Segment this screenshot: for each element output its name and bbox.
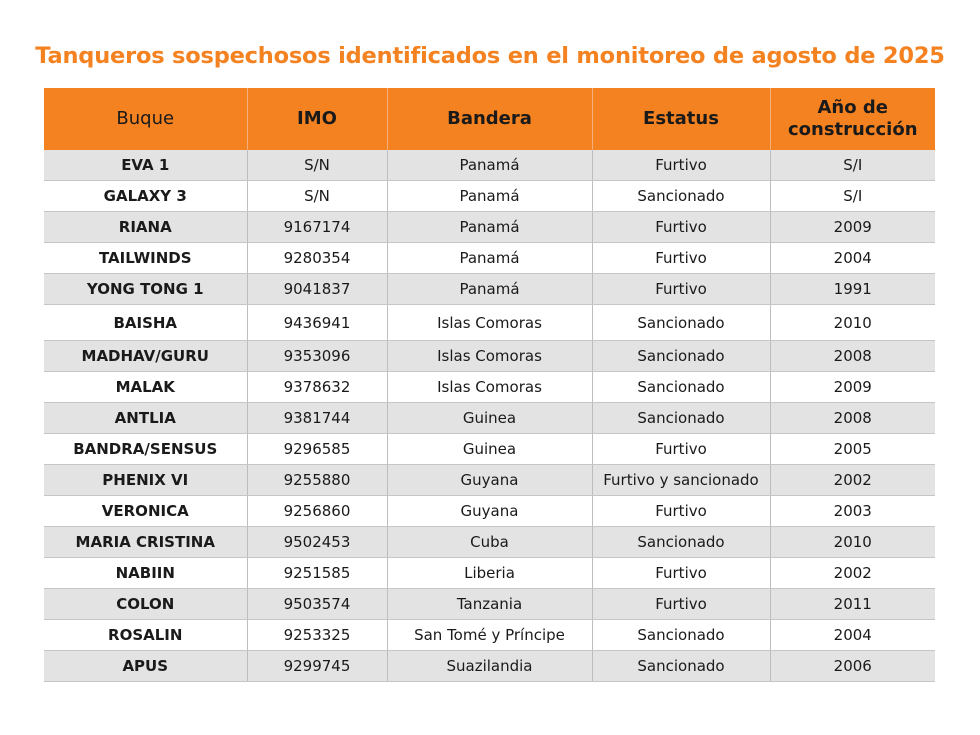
cell-ano: 2011 (770, 589, 935, 620)
table-body (44, 150, 935, 682)
cell-bandera: Islas Comoras (387, 341, 592, 372)
cell-estatus: Sancionado (592, 372, 770, 403)
cell-estatus: Furtivo (592, 496, 770, 527)
cell-bandera: Panamá (387, 212, 592, 243)
cell-estatus: Sancionado (592, 305, 770, 341)
cell-ano: 2002 (770, 558, 935, 589)
table-row (44, 434, 935, 465)
table-row (44, 243, 935, 274)
cell-buque: MALAK (44, 372, 247, 403)
cell-imo: 9502453 (247, 527, 387, 558)
cell-imo: 9503574 (247, 589, 387, 620)
cell-buque: TAILWINDS (44, 243, 247, 274)
cell-imo: 9299745 (247, 651, 387, 682)
cell-bandera: San Tomé y Príncipe (387, 620, 592, 651)
cell-bandera: Guyana (387, 496, 592, 527)
cell-ano: 2008 (770, 403, 935, 434)
cell-bandera: Panamá (387, 181, 592, 212)
cell-imo: S/N (247, 150, 387, 181)
cell-imo: 9353096 (247, 341, 387, 372)
table-row (44, 181, 935, 212)
cell-estatus: Sancionado (592, 651, 770, 682)
cell-ano: 2002 (770, 465, 935, 496)
cell-ano: 2010 (770, 305, 935, 341)
cell-bandera: Islas Comoras (387, 305, 592, 341)
header-bandera: Bandera (387, 88, 592, 150)
cell-imo: 9280354 (247, 243, 387, 274)
table-row (44, 527, 935, 558)
cell-ano: 2010 (770, 527, 935, 558)
cell-imo: 9253325 (247, 620, 387, 651)
cell-estatus: Furtivo (592, 434, 770, 465)
cell-buque: RIANA (44, 212, 247, 243)
cell-imo: 9378632 (247, 372, 387, 403)
cell-buque: VERONICA (44, 496, 247, 527)
cell-buque: ANTLIA (44, 403, 247, 434)
cell-estatus: Furtivo y sancionado (592, 465, 770, 496)
cell-ano: S/I (770, 181, 935, 212)
cell-buque: EVA 1 (44, 150, 247, 181)
table-row (44, 558, 935, 589)
cell-estatus: Furtivo (592, 243, 770, 274)
header-imo: IMO (247, 88, 387, 150)
cell-imo: 9296585 (247, 434, 387, 465)
cell-estatus: Furtivo (592, 150, 770, 181)
header-estatus: Estatus (592, 88, 770, 150)
cell-buque: NABIIN (44, 558, 247, 589)
cell-ano: 2008 (770, 341, 935, 372)
cell-ano: 2004 (770, 620, 935, 651)
cell-buque: PHENIX VI (44, 465, 247, 496)
header-row (44, 88, 935, 150)
cell-bandera: Islas Comoras (387, 372, 592, 403)
cell-estatus: Sancionado (592, 403, 770, 434)
cell-ano: 2003 (770, 496, 935, 527)
cell-buque: MADHAV/GURU (44, 341, 247, 372)
cell-imo: S/N (247, 181, 387, 212)
cell-bandera: Panamá (387, 150, 592, 181)
tanker-table (44, 88, 935, 682)
cell-bandera: Guinea (387, 403, 592, 434)
cell-imo: 9256860 (247, 496, 387, 527)
cell-bandera: Panamá (387, 274, 592, 305)
table-row (44, 496, 935, 527)
cell-estatus: Sancionado (592, 341, 770, 372)
cell-buque: MARIA CRISTINA (44, 527, 247, 558)
cell-imo: 9436941 (247, 305, 387, 341)
cell-estatus: Furtivo (592, 558, 770, 589)
cell-imo: 9041837 (247, 274, 387, 305)
table-row (44, 305, 935, 341)
table-row (44, 372, 935, 403)
cell-ano: 2005 (770, 434, 935, 465)
table-header (44, 88, 935, 150)
cell-estatus: Furtivo (592, 589, 770, 620)
cell-imo: 9251585 (247, 558, 387, 589)
cell-bandera: Guinea (387, 434, 592, 465)
header-buque: Buque (44, 88, 247, 150)
table-row (44, 651, 935, 682)
cell-estatus: Sancionado (592, 181, 770, 212)
cell-buque: ROSALIN (44, 620, 247, 651)
cell-estatus: Furtivo (592, 274, 770, 305)
header-ano-construccion: Año de construcción (770, 88, 935, 150)
cell-imo: 9381744 (247, 403, 387, 434)
cell-bandera: Guyana (387, 465, 592, 496)
cell-imo: 9167174 (247, 212, 387, 243)
cell-imo: 9255880 (247, 465, 387, 496)
cell-estatus: Sancionado (592, 527, 770, 558)
cell-ano: 2009 (770, 372, 935, 403)
cell-buque: COLON (44, 589, 247, 620)
table-row (44, 589, 935, 620)
page-title: Tanqueros sospechosos identificados en el monitoreo de agosto de 2025 (35, 43, 945, 69)
table-row (44, 150, 935, 181)
cell-buque: BANDRA/SENSUS (44, 434, 247, 465)
cell-buque: APUS (44, 651, 247, 682)
cell-bandera: Tanzania (387, 589, 592, 620)
table-row (44, 274, 935, 305)
cell-ano: 2004 (770, 243, 935, 274)
cell-bandera: Liberia (387, 558, 592, 589)
cell-bandera: Suazilandia (387, 651, 592, 682)
table-row (44, 403, 935, 434)
table-row (44, 212, 935, 243)
table-row (44, 620, 935, 651)
cell-buque: BAISHA (44, 305, 247, 341)
cell-ano: 2006 (770, 651, 935, 682)
cell-ano: 2009 (770, 212, 935, 243)
cell-bandera: Panamá (387, 243, 592, 274)
cell-bandera: Cuba (387, 527, 592, 558)
table-row (44, 341, 935, 372)
cell-estatus: Sancionado (592, 620, 770, 651)
cell-ano: 1991 (770, 274, 935, 305)
cell-estatus: Furtivo (592, 212, 770, 243)
cell-ano: S/I (770, 150, 935, 181)
table-row (44, 465, 935, 496)
cell-buque: YONG TONG 1 (44, 274, 247, 305)
cell-buque: GALAXY 3 (44, 181, 247, 212)
